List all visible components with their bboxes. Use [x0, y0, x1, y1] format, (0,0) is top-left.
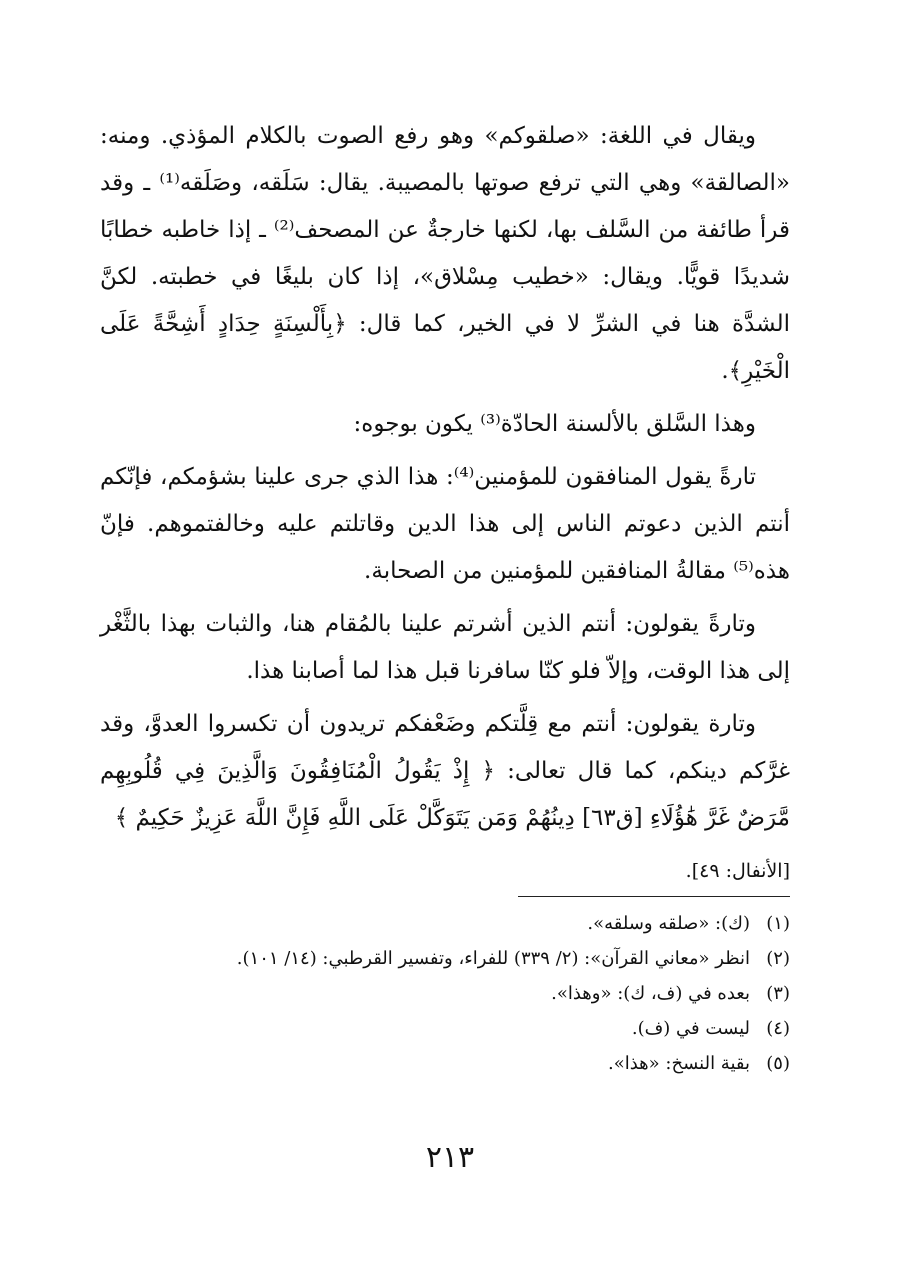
footnote-number: (٣) [766, 983, 790, 1004]
paragraph-2: وهذا السَّلق بالألسنة الحادّة⁽³⁾ يكون بوجوه: [353, 411, 756, 437]
footnote-2 [100, 941, 790, 976]
footnote-number: (٥) [766, 1053, 790, 1074]
footnote-text: بعده في (ف، ك): «وهذا». [551, 983, 750, 1004]
paragraph-1: ويقال في اللغة: «صلقوكم» وهو رفع الصوت بالكلام المؤذي. ومنه: «الصالقة» وهي التي ترفع صوتها بالمصيبة. يقال: سَلَقه، وصَلَقه⁽¹⁾ ـ وقد قرأ طائفة من السَّلف بها، لكنها خارجةٌ عن المصحف⁽²⁾ ـ إذا خاطبه خطابًا شديدًا قويًّا. ويقال: «خطيب مِسْلاق»، إذا كان بليغًا في خطبته. لكنَّ الشدَّة هنا في الشرِّ لا في الخير، كما قال: ﴿بِأَلْسِنَةٍ حِدَادٍ أَشِحَّةً عَلَى الْخَيْرِ﴾. [100, 123, 790, 384]
main-text [100, 113, 790, 901]
footnote-text: (ك): «صلقه وسلقه». [587, 913, 750, 934]
quran-citation: [الأنفال: ٤٩]. [685, 860, 790, 882]
footnote-text: انظر «معاني القرآن»: (٢/ ٣٣٩) للفراء، وتفسير القرطبي: (١٤/ ١٠١). [236, 948, 750, 969]
page-number: ٢١٣ [425, 1140, 475, 1175]
footnote-number: (٤) [766, 1018, 790, 1039]
footnote-1 [100, 906, 790, 941]
footnote-text: ليست في (ف). [631, 1018, 750, 1039]
footnote-separator [518, 896, 790, 897]
footnote-3 [100, 976, 790, 1011]
footnote-5 [100, 1046, 790, 1081]
footnote-number: (٢) [766, 948, 790, 969]
footnote-number: (١) [766, 913, 790, 934]
footnotes [100, 906, 790, 1081]
paragraph-5: وتارة يقولون: أنتم مع قِلَّتكم وضَعْفكم تريدون أن تكسروا العدوَّ، وقد غرَّكم دينكم، كما قال تعالى: ﴿ إِذْ يَقُولُ الْمُنَافِقُونَ وَالَّذِينَ فِي قُلُوبِهِم مَّرَضٌ غَرَّ هَٰؤُلَاءِ [ق٦٣] دِينُهُمْ وَمَن يَتَوَكَّلْ عَلَى اللَّهِ فَإِنَّ اللَّهَ عَزِيزٌ حَكِيمٌ ﴾ [100, 711, 790, 831]
paragraph-4: وتارةً يقولون: أنتم الذين أشرتم علينا بالمُقام هنا، والثبات بهذا بالثَّغْر إلى هذا الوقت، وإلاّ فلو كنّا سافرنا قبل هذا لما أصابنا هذا. [100, 611, 790, 684]
footnote-4 [100, 1011, 790, 1046]
paragraph-3: تارةً يقول المنافقون للمؤمنين⁽⁴⁾: هذا الذي جرى علينا بشؤمكم، فإنّكم أنتم الذين دعوتم الناس إلى هذا الدين وقاتلتم عليه وخالفتموهم. فإنّ هذه⁽⁵⁾ مقالةُ المنافقين للمؤمنين من الصحابة. [100, 464, 790, 584]
footnote-text: بقية النسخ: «هذا». [608, 1053, 750, 1074]
